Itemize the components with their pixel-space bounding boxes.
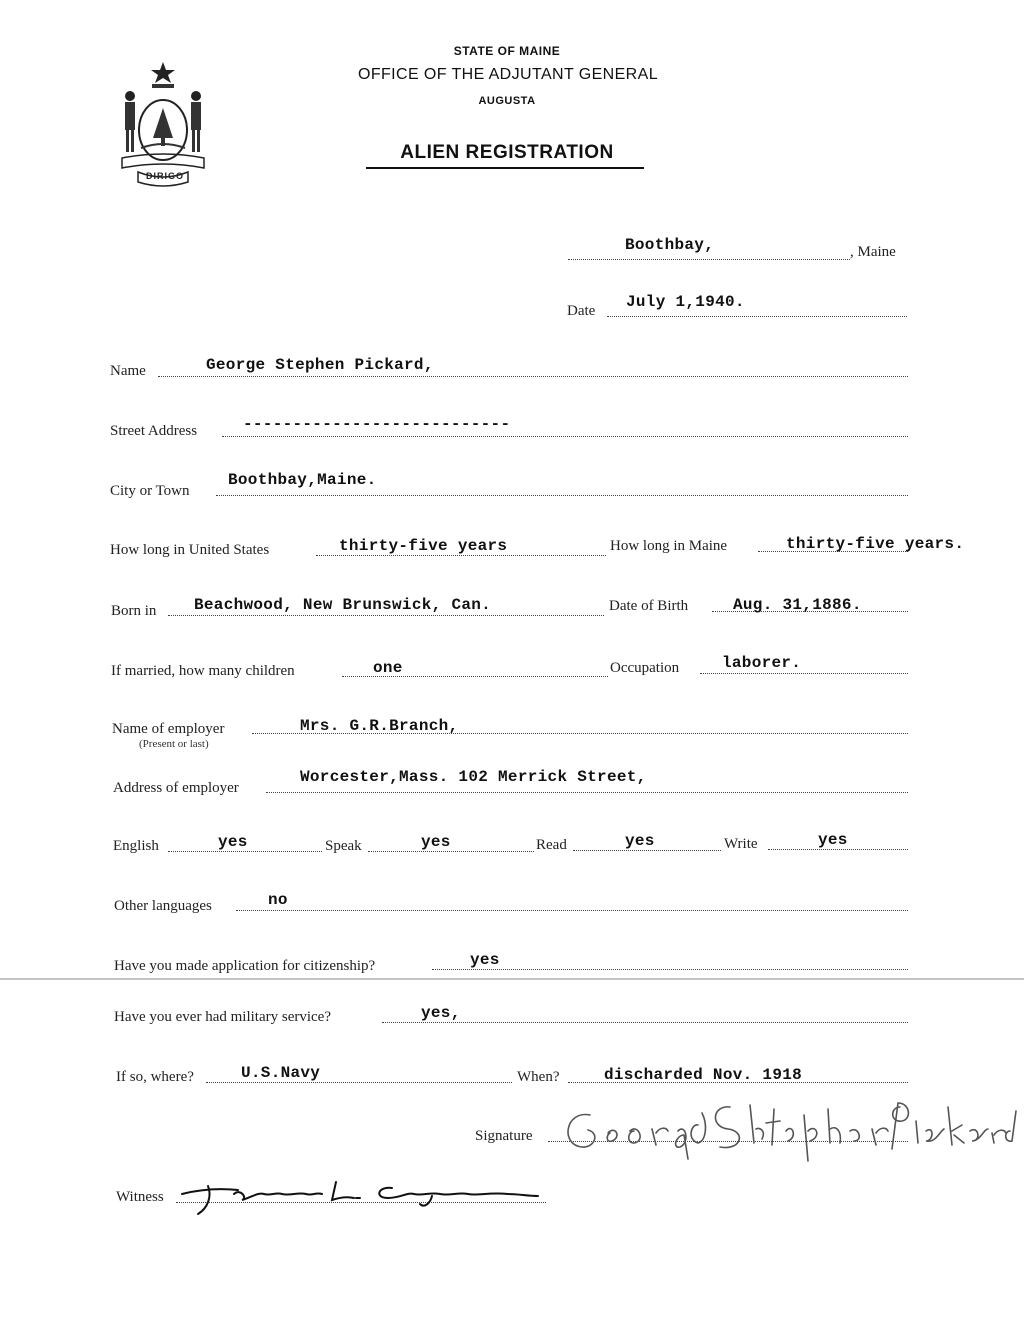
date-value: July 1,1940. bbox=[626, 293, 745, 311]
me-time-label: How long in Maine bbox=[610, 538, 728, 554]
english-value: yes bbox=[218, 833, 248, 851]
header-city: AUGUSTA bbox=[478, 95, 536, 107]
born-value: Beachwood, New Brunswick, Can. bbox=[194, 596, 492, 614]
citizenship-label: Have you made application for citizenship? bbox=[114, 958, 376, 974]
write-label: Write bbox=[724, 836, 758, 852]
place-value: Boothbay, bbox=[625, 236, 715, 254]
name-label: Name bbox=[110, 363, 146, 379]
city-label: City or Town bbox=[110, 483, 190, 499]
applicant-signature bbox=[560, 1085, 1020, 1165]
other-languages-label: Other languages bbox=[114, 898, 212, 914]
occupation-label: Occupation bbox=[610, 660, 680, 676]
speak-label: Speak bbox=[325, 838, 362, 854]
citizenship-value: yes bbox=[470, 951, 500, 969]
date-label: Date bbox=[567, 303, 596, 319]
place-suffix: , Maine bbox=[850, 244, 896, 260]
signature-label: Signature bbox=[475, 1128, 533, 1144]
when-label: When? bbox=[517, 1069, 560, 1085]
dob-value: Aug. 31,1886. bbox=[733, 596, 862, 614]
header-office: OFFICE OF THE ADJUTANT GENERAL bbox=[357, 66, 659, 83]
employer-sublabel: (Present or last) bbox=[139, 738, 209, 750]
other-languages-value: no bbox=[268, 891, 288, 909]
seal-motto: DIRIGO bbox=[146, 171, 185, 181]
read-value: yes bbox=[625, 832, 655, 850]
paper-fold bbox=[0, 978, 1024, 980]
witness-label: Witness bbox=[116, 1189, 164, 1205]
read-label: Read bbox=[536, 837, 567, 853]
employer-address-label: Address of employer bbox=[113, 780, 239, 796]
employer-value: Mrs. G.R.Branch, bbox=[300, 717, 459, 735]
where-value: U.S.Navy bbox=[241, 1064, 321, 1082]
street-label: Street Address bbox=[110, 423, 198, 439]
city-value: Boothbay,Maine. bbox=[228, 471, 377, 489]
employer-address-value: Worcester,Mass. 102 Merrick Street, bbox=[300, 768, 647, 786]
form-title: ALIEN REGISTRATION bbox=[400, 142, 614, 163]
when-value: discharded Nov. 1918 bbox=[604, 1066, 803, 1084]
speak-value: yes bbox=[421, 833, 451, 851]
title-underline bbox=[366, 167, 644, 169]
street-value: --------------------------- bbox=[243, 415, 511, 433]
born-label: Born in bbox=[111, 603, 157, 619]
maine-seal bbox=[108, 60, 218, 190]
military-label: Have you ever had military service? bbox=[114, 1009, 331, 1025]
employer-label: Name of employer bbox=[112, 721, 225, 737]
military-value: yes, bbox=[421, 1004, 461, 1022]
dob-label: Date of Birth bbox=[609, 598, 689, 614]
header-state: STATE OF MAINE bbox=[453, 44, 561, 58]
children-label: If married, how many children bbox=[111, 663, 295, 679]
write-value: yes bbox=[818, 831, 848, 849]
us-time-value: thirty-five years bbox=[339, 537, 508, 555]
english-label: English bbox=[113, 838, 159, 854]
us-time-label: How long in United States bbox=[110, 542, 270, 558]
where-label: If so, where? bbox=[116, 1069, 194, 1085]
children-value: one bbox=[373, 659, 403, 677]
me-time-value: thirty-five years. bbox=[786, 535, 965, 553]
occupation-value: laborer. bbox=[722, 654, 802, 672]
name-value: George Stephen Pickard, bbox=[206, 356, 434, 374]
witness-signature bbox=[178, 1168, 548, 1218]
